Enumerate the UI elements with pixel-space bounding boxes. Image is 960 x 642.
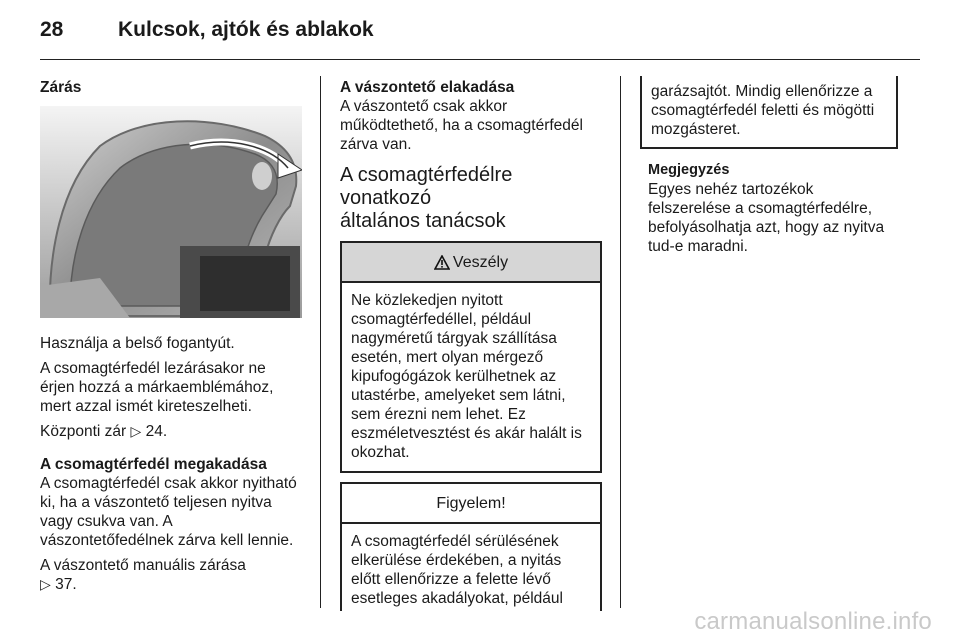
paragraph-emblem bbox=[40, 359, 310, 416]
subsection-title-roof-blocked: A vászontető elakadása bbox=[340, 79, 515, 96]
column-divider bbox=[620, 76, 621, 608]
paragraph-manual-close bbox=[40, 556, 310, 594]
text-line: Egyes nehéz tartozékok bbox=[648, 181, 814, 198]
trunk-illustration bbox=[40, 106, 302, 318]
text-line: elkerülése érdekében, a nyitás bbox=[351, 552, 562, 569]
text-line: A csomagtérfedél csak akkor nyitható bbox=[40, 475, 297, 492]
paragraph-trunk-blocked bbox=[40, 474, 310, 550]
text-line: A csomagtérfedél lezárásakor ne bbox=[40, 360, 266, 377]
warning-triangle-icon bbox=[434, 255, 450, 270]
header-rule bbox=[40, 59, 920, 60]
page-ref-icon: ▷ bbox=[40, 576, 51, 592]
text-line: sem érezni nem lehet. Ez bbox=[351, 406, 526, 423]
column-3 bbox=[640, 76, 902, 256]
title-line: A csomagtérfedélre vonatkozó bbox=[340, 164, 513, 209]
text-line: A csomagtérfedél sérülésének bbox=[351, 533, 559, 550]
column-divider bbox=[320, 76, 321, 608]
page-title: Kulcsok, ajtók és ablakok bbox=[118, 18, 374, 41]
column-2 bbox=[340, 78, 602, 611]
text-line: garázsajtót. Mindig ellenőrizze a bbox=[651, 83, 873, 100]
text-line: eszméletvesztést és akár halált is bbox=[351, 425, 582, 442]
text-line: nagyméretű tárgyak szállítása bbox=[351, 330, 557, 347]
text-line: esetleges akadályokat, például bbox=[351, 590, 563, 607]
text-line: A vászontető csak akkor bbox=[340, 98, 508, 115]
text-line: felszerelése a csomagtérfedélre, bbox=[648, 200, 873, 217]
text-line: kipufogógázok kerülhetnek az bbox=[351, 368, 557, 385]
page-ref-link[interactable]: 24. bbox=[145, 423, 168, 440]
text-line: előtt ellenőrizze a felette lévő bbox=[351, 571, 551, 588]
text-line: A vászontető manuális zárása bbox=[40, 557, 246, 574]
text-line: befolyásolhatja azt, hogy az nyitva bbox=[648, 219, 885, 236]
title-line: általános tanácsok bbox=[340, 210, 506, 232]
section-title-zaras: Zárás bbox=[40, 79, 82, 96]
text-line: működtethető, ha a csomagtérfedél bbox=[340, 117, 583, 134]
text-line: érjen hozzá a márkaemblémához, bbox=[40, 379, 274, 396]
danger-title: Veszély bbox=[452, 253, 509, 271]
text-line: vagy csukva van. A bbox=[40, 513, 173, 530]
section-title-general-advice bbox=[340, 164, 602, 233]
text-line: okozhat. bbox=[351, 444, 410, 461]
paragraph-central-lock bbox=[40, 422, 310, 441]
text-line: vászontetőfedélnek zárva kell lennie. bbox=[40, 532, 294, 549]
text-line: mozgásteret. bbox=[651, 121, 741, 138]
text-line: Ne közlekedjen nyitott bbox=[351, 292, 503, 309]
text-line: csomagtérfedéllel, például bbox=[351, 311, 532, 328]
text-line: mert azzal ismét kireteszelheti. bbox=[40, 398, 252, 415]
column-1 bbox=[40, 78, 310, 594]
caution-header bbox=[342, 484, 600, 524]
danger-body bbox=[342, 283, 600, 471]
text-line: esetén, mert olyan mérgező bbox=[351, 349, 544, 366]
danger-box bbox=[340, 241, 602, 473]
caution-box-continued bbox=[640, 76, 898, 149]
text-line: Központi zár bbox=[40, 423, 127, 440]
page-ref-icon: ▷ bbox=[130, 423, 142, 439]
note-title: Megjegyzés bbox=[648, 162, 730, 178]
caution-box bbox=[340, 482, 602, 611]
paragraph-handle: Használja a belső fogantyút. bbox=[40, 335, 235, 352]
page-ref-link[interactable]: 37. bbox=[55, 576, 77, 593]
paragraph-roof-blocked bbox=[340, 97, 602, 154]
page-header bbox=[40, 14, 920, 50]
watermark: carmanualsonline.info bbox=[694, 608, 932, 635]
caution-title: Figyelem! bbox=[436, 494, 506, 512]
text-line: zárva van. bbox=[340, 136, 412, 153]
text-line: ki, ha a vászontető teljesen nyitva bbox=[40, 494, 272, 511]
caution-body bbox=[342, 524, 600, 611]
subsection-title-trunk-blocked: A csomagtérfedél megakadása bbox=[40, 456, 267, 473]
note-body bbox=[648, 180, 902, 256]
text-line: tud-e maradni. bbox=[648, 238, 748, 255]
text-line: csomagtérfedél feletti és mögötti bbox=[651, 102, 875, 119]
danger-header bbox=[342, 243, 600, 283]
text-line: utastérbe, amelyeket sem látni, bbox=[351, 387, 566, 404]
page-number: 28 bbox=[40, 18, 64, 41]
